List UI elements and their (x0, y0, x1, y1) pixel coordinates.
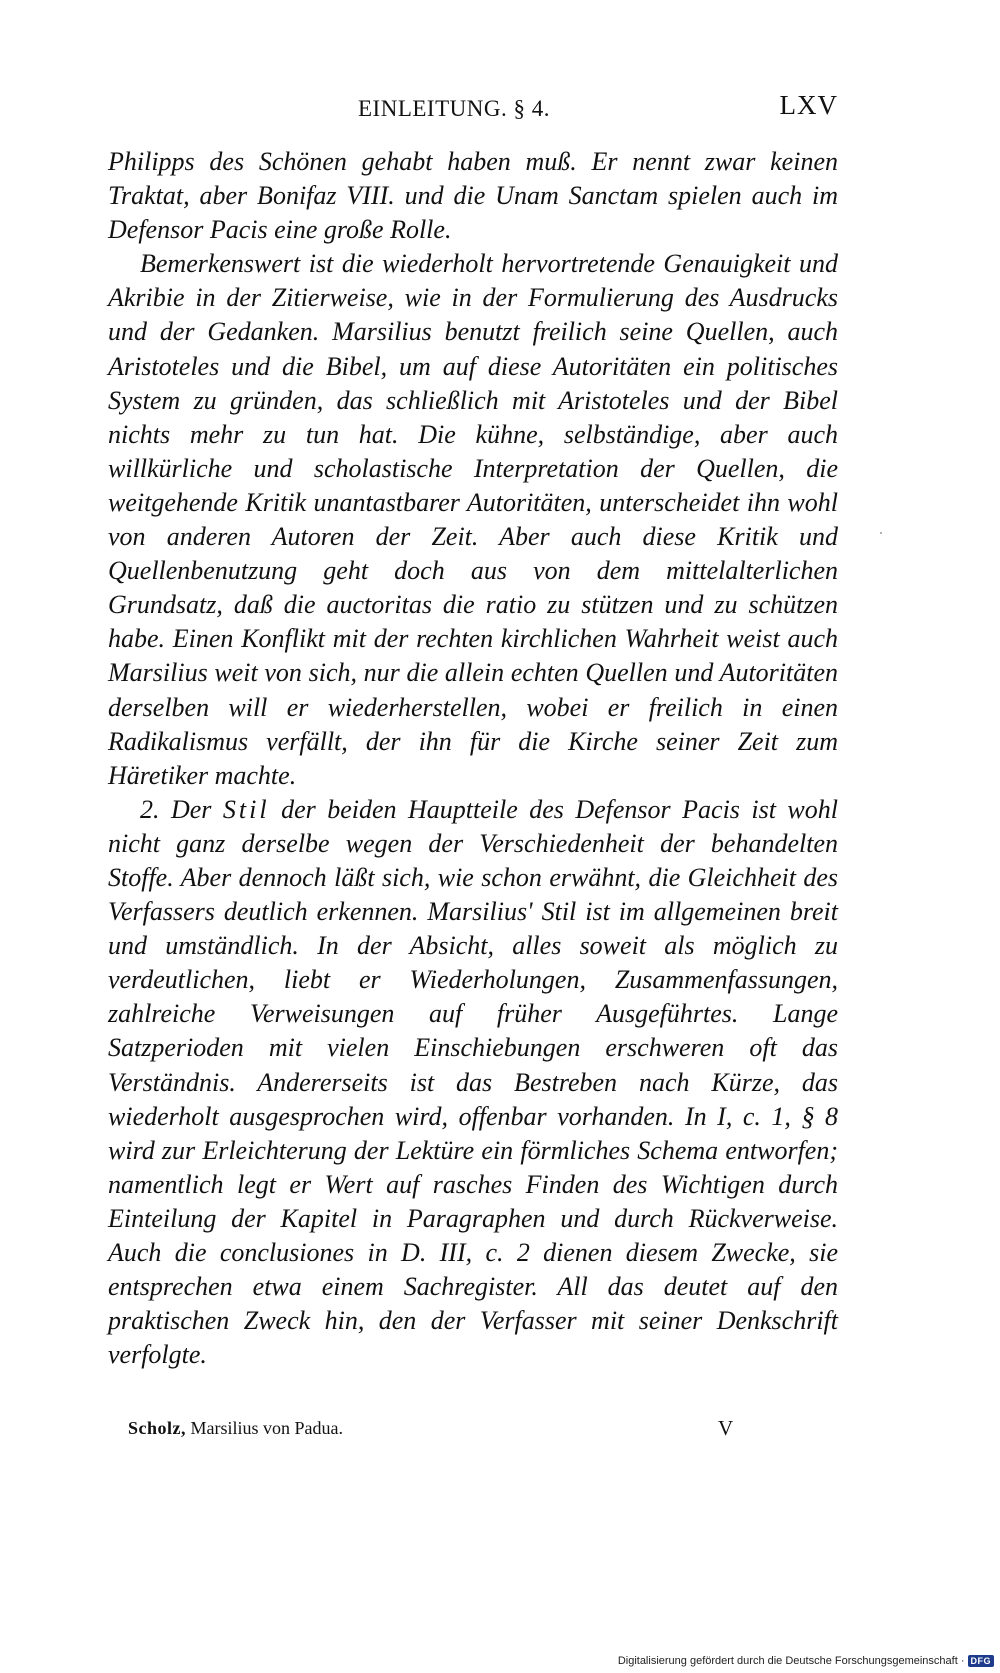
stamp-text: Digitalisierung gefördert durch die Deutsche Forschungsgemeinschaft · (617, 1655, 965, 1667)
print-speck (880, 532, 882, 534)
running-head-title: EINLEITUNG. § 4. (358, 96, 550, 121)
dfg-logo: DFG (968, 1655, 995, 1667)
paragraph-style (108, 793, 838, 1373)
page-footer (128, 1418, 848, 1448)
paragraph-citation-style: Bemerkenswert ist die wiederholt hervortretende Genauigkeit und Akribie in der Zitierweise, wie in der Formulierung des Ausdrucks und der Gedanken. Marsilius benutzt freilich seine Quellen, auch Aristoteles und die Bibel, um auf diese Autoritäten ein politisches System zu gründen, das schließlich mit Aristoteles und der Bibel nichts mehr zu tun hat. Die kühne, selbständige, aber auch willkürliche und scholastische Interpretation der Quellen, die weitgehende Kritik unantastbarer Autoritäten, unterscheidet ihn wohl von anderen Autoren der Zeit. Aber auch diese Kritik und Quellenbenutzung geht doch aus von dem mittelalterlichen Grundsatz, daß die auctoritas die ratio zu stützen und zu schützen habe. Einen Konflikt mit der rechten kirchlichen Wahrheit weist auch Marsilius weit von sich, nur die allein echten Quellen und Autoritäten derselben will er wiederherstellen, wobei er freilich in einen Radikalismus verfällt, der ihn für die Kirche seiner Zeit zum Häretiker machte. (108, 249, 838, 790)
signature-mark: V (718, 1416, 734, 1440)
running-head (108, 90, 838, 130)
page-number: LXV (779, 90, 838, 120)
section-text: der beiden Hauptteile des Defensor Pacis ist wohl nicht ganz derselbe wegen der Verschiedenheit der behandelten Stoffe. Aber dennoch läßt sich, wie schon erwähnt, die Gleichheit des Verfassers deutlich erkennen. Marsilius' Stil ist im allgemeinen breit und umständlich. In der Absicht, alles soweit als möglich zu verdeutlichen, liebt er Wiederholungen, Zusammenfassungen, zahlreiche Verweisungen auf früher Ausgeführtes. Lange Satzperioden mit vielen Einschiebungen erschweren oft das Verständnis. Andererseits ist das Bestreben nach Kürze, das wiederholt ausgesprochen wird, offenbar vorhanden. In I, c. 1, § 8 wird zur Erleichterung der Lektüre ein förmliches Schema entworfen; namentlich legt er Wert auf rasches Finden des Wichtigen durch Einteilung der Kapitel in Paragraphen und durch Rückverweise. Auch die conclusiones in D. III, c. 2 dienen diesem Zwecke, sie entsprechen etwa einem Sachregister. All das deutet auf den praktischen Zweck hin, den der Verfasser mit seiner Denkschrift verfolgte. (108, 794, 839, 1370)
section-number: 2. (140, 794, 160, 824)
footer-work-title: Marsilius von Padua. (190, 1418, 344, 1438)
section-keyword: Stil (222, 794, 270, 824)
footer-author: Scholz, (128, 1418, 187, 1438)
digitization-stamp (618, 1653, 994, 1669)
body-text (108, 145, 838, 1372)
section-article: Der (170, 794, 212, 824)
paragraph-continuation: Philipps des Schönen gehabt haben muß. Er nennt zwar keinen Traktat, aber Bonifaz VIII. und die Unam Sanctam spielen auch im Defensor Pacis eine große Rolle. (108, 147, 838, 245)
